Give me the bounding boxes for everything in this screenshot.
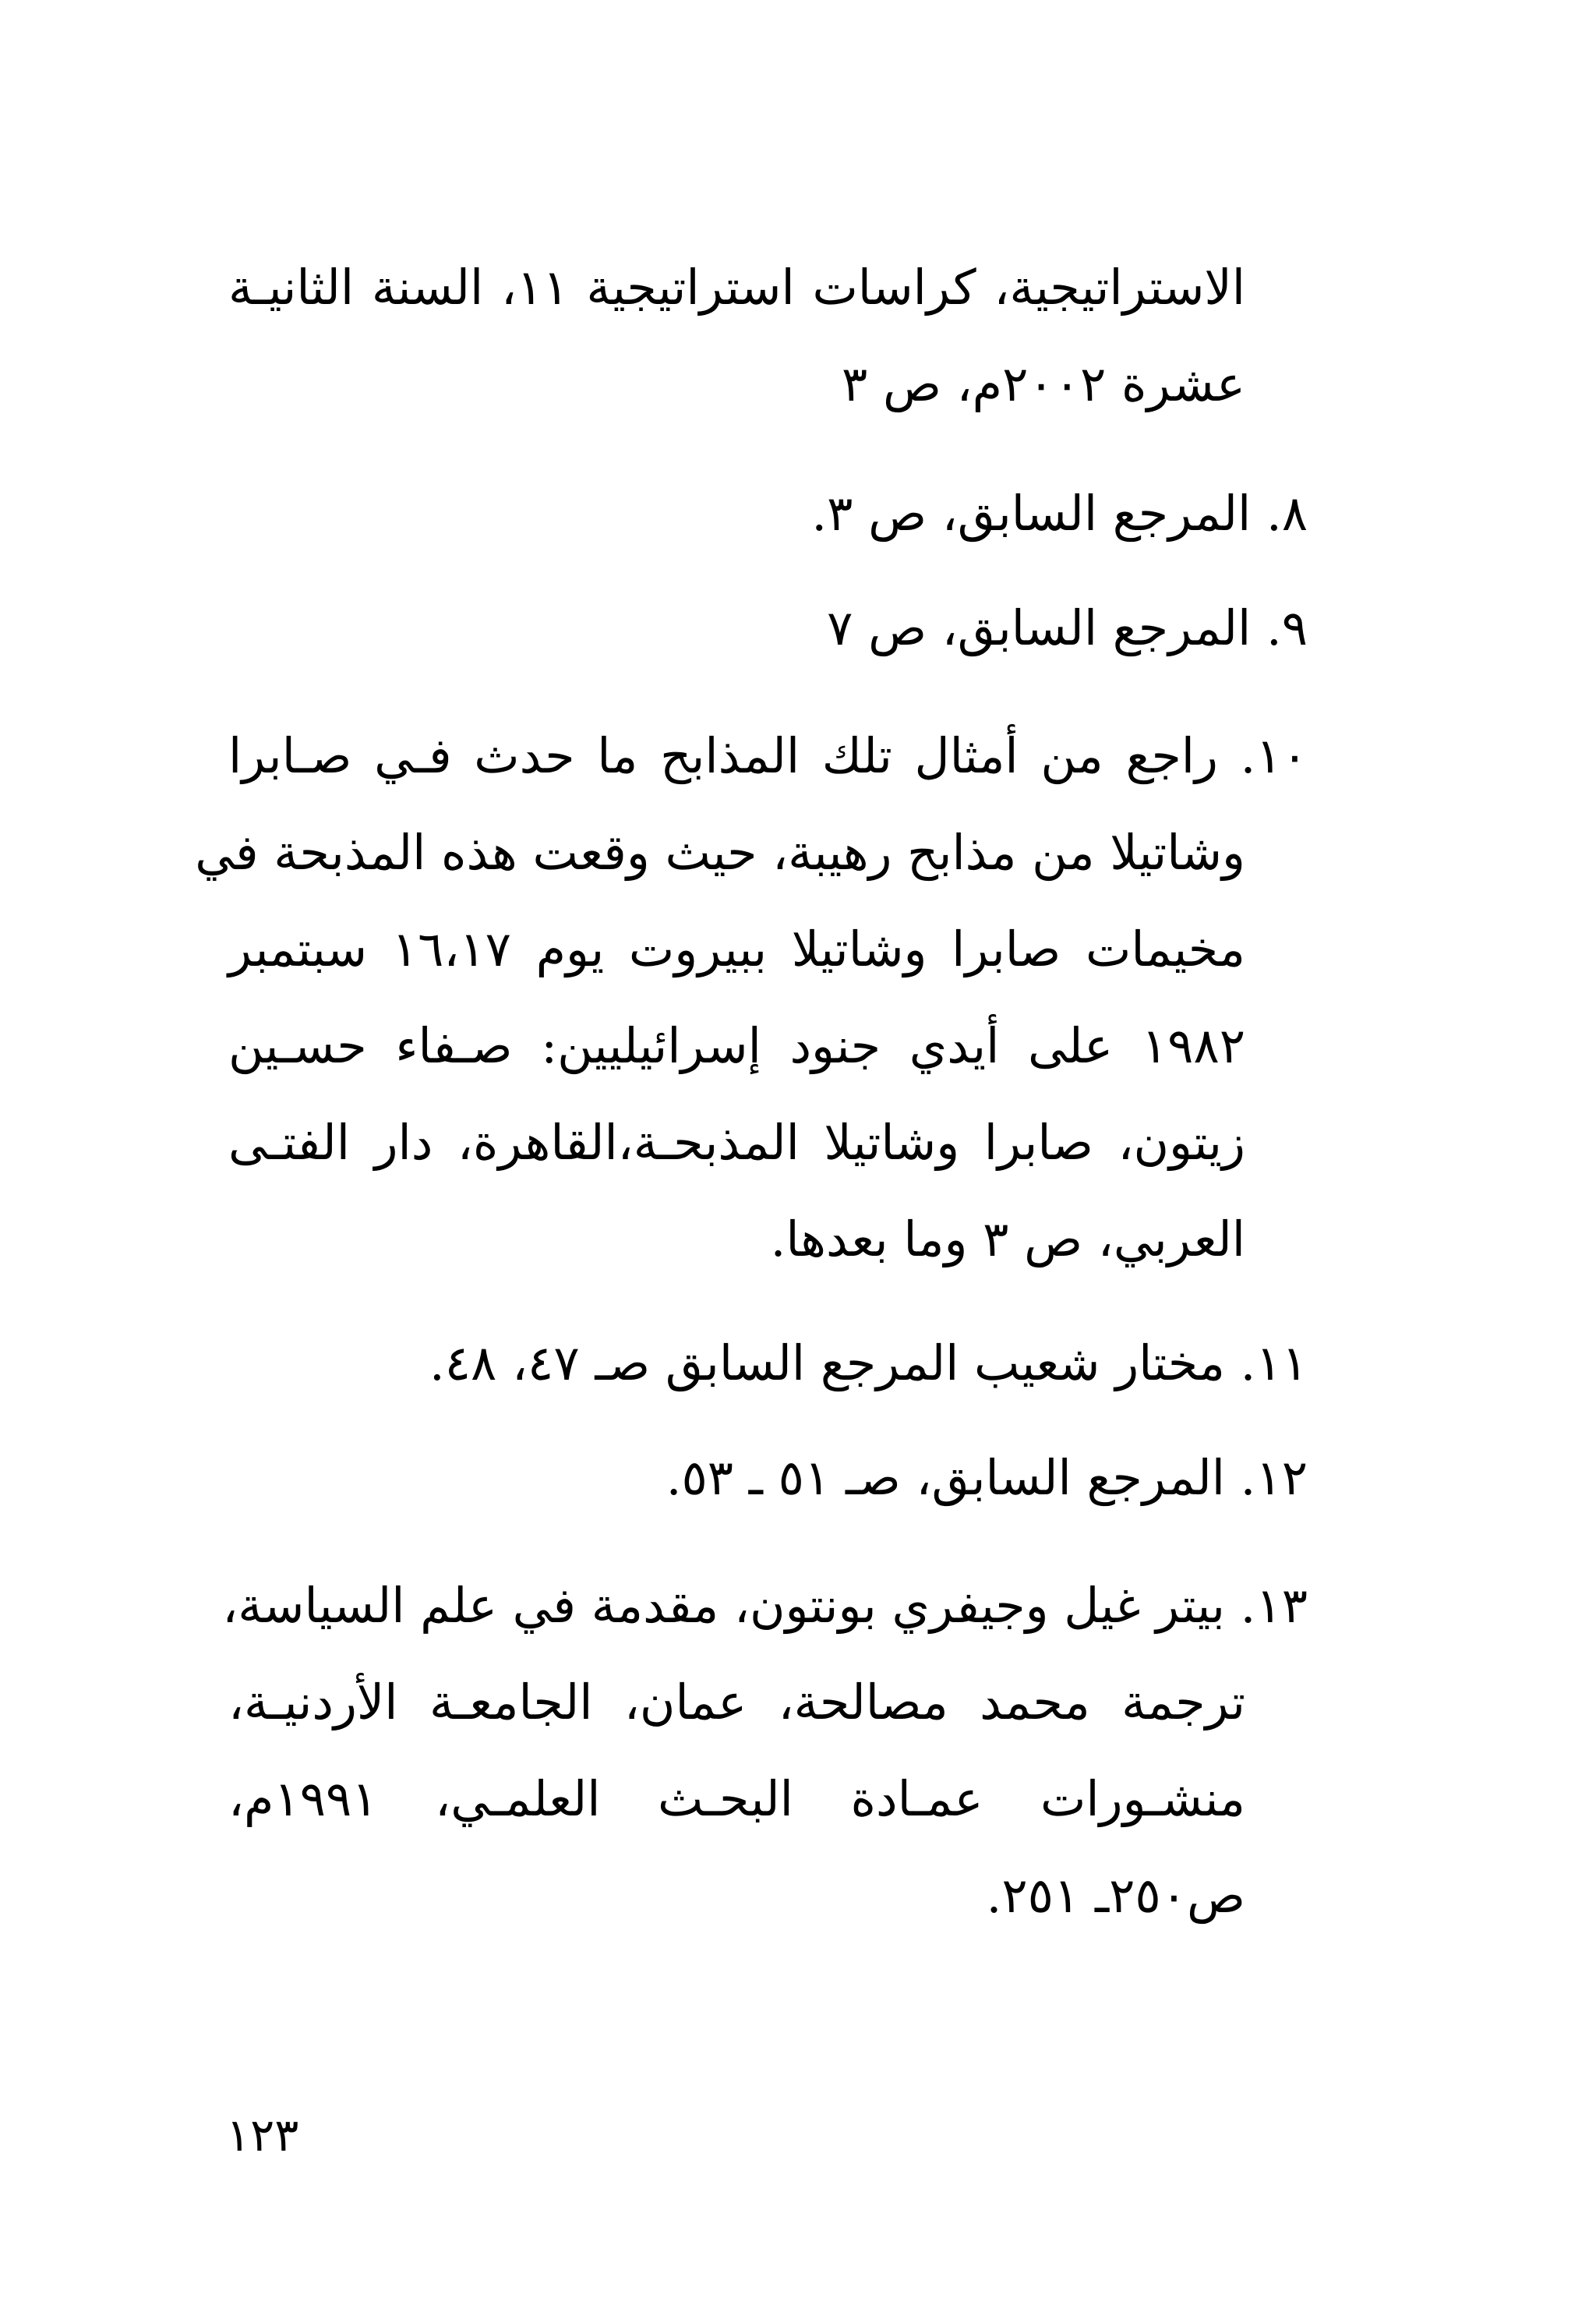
footnote-7-line-1: الاستراتيجية، كراسات استراتيجية ١١، السنة الثانيـة — [228, 259, 1245, 316]
footnote-9: ٩. المرجع السابق، ص ٧ — [827, 599, 1308, 656]
footnote-12: ١٢. المرجع السابق، صـ ٥١ ـ ٥٣. — [666, 1449, 1308, 1506]
footnote-13-line-2: ترجمة محمد مصالحة، عمان، الجامعـة الأردنيـة، — [228, 1674, 1245, 1731]
footnote-10-line-6: العربي، ص ٣ وما بعدها. — [770, 1211, 1245, 1267]
footnote-7-line-2: عشرة ٢٠٠٢م، ص ٣ — [841, 355, 1245, 412]
footnote-13-line-1: ١٣. بيتر غيل وجيفري بونتون، مقدمة في علم السياسة، — [222, 1577, 1308, 1634]
footnote-11: ١١. مختار شعيب المرجع السابق صـ ٤٧، ٤٨. — [429, 1335, 1308, 1391]
footnote-13-line-3: منشـورات عمـادة البحـث العلمـي، ١٩٩١م، — [228, 1770, 1245, 1827]
footnote-8: ٨. المرجع السابق، ص ٣. — [811, 485, 1308, 542]
footnote-10-line-2: وشاتيلا من مذابح رهيبة، حيث وقعت هذه المذبحة في — [195, 824, 1245, 881]
footnote-13-line-4: ص٢٥٠ـ ٢٥١. — [986, 1867, 1245, 1924]
page-number: ١٢٣ — [226, 2109, 299, 2162]
footnote-10-line-5: زيتون، صابرا وشاتيلا المذبحـة،القاهرة، دار الفتـى — [228, 1114, 1245, 1171]
footnote-10-line-3: مخيمات صابرا وشاتيلا ببيروت يوم ١٦،١٧ سبتمبر — [228, 921, 1245, 978]
footnote-10-line-4: ١٩٨٢ على أيدي جنود إسرائيليين: صـفاء حسـين — [228, 1017, 1245, 1074]
footnote-10-line-1: ١٠. راجع من أمثال تلك المذابح ما حدث فـي صـابرا — [228, 727, 1308, 784]
